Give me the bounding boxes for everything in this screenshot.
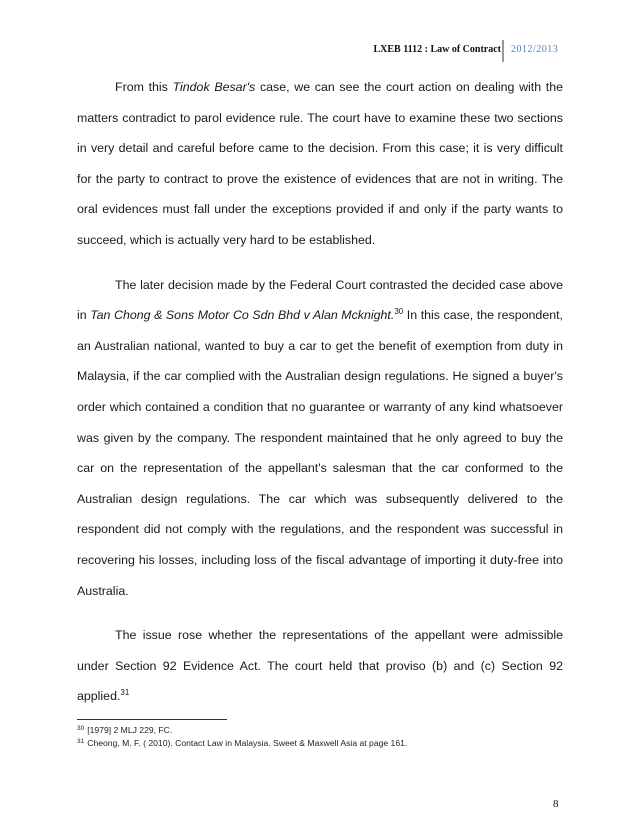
footnote-ref-30[interactable]: 30	[394, 307, 404, 317]
paragraph-1-text-b: case, we can see the court action on dealing with the matters contradict to parol evidence rule. The court have to examine these two sections in very detail and careful before came to the decision. From this case; it is very difficult for the party to contract to prove the existence of evidences that are not in writing. The oral evidences must fall under the exceptions provided if and only if the party wants to succeed, which is actually very hard to be established.	[77, 80, 564, 247]
paragraph-2-text-b: In this case, the respondent, an Australian national, wanted to buy a car to get the benefit of exemption from duty in Malaysia, if the car complied with the Australian design regulations. He signed a buyer's order which contained a condition that no guarantee or warranty of any kind whatsoever was given by the company. The respondent maintained that he only agreed to buy the car on the representation of the appellant's salesman that the car conformed to the Australian design regulations. The car which was subsequently delivered to the respondent did not comply with the regulations, and the respondent was successful in recovering his losses, including loss of the fiscal advantage of importing it duty-free into Australia.	[77, 308, 563, 598]
footnote-31	[77, 737, 563, 750]
footnote-separator	[77, 719, 227, 720]
paragraph-3-text-a: The issue rose whether the representations of the appellant were admissible under Section 92 Evidence Act. The court held that proviso (b) and (c) Section 92 applied.	[77, 628, 563, 704]
footnote-number: 31	[77, 738, 85, 745]
footnote-30	[77, 724, 563, 737]
paragraph-1	[77, 72, 563, 256]
academic-year: 2012/2013	[511, 44, 559, 55]
case-name-tindok-besar: Tindok Besar's	[172, 80, 256, 94]
footnote-text: Cheong, M. F. ( 2010). Contact Law in Malaysia. Sweet & Maxwell Asia at page 161.	[87, 738, 408, 748]
header-divider	[502, 40, 504, 62]
page-header	[0, 40, 638, 62]
paragraph-1-text-a: From this	[115, 80, 173, 94]
page-number: 8	[553, 798, 559, 810]
course-title: LXEB 1112 : Law of Contract	[373, 44, 501, 55]
paragraph-2	[77, 270, 563, 607]
case-name-tan-chong: Tan Chong & Sons Motor Co Sdn Bhd v Alan Mcknight.	[90, 308, 395, 323]
footnote-text: [1979] 2 MLJ 229, FC.	[87, 725, 173, 735]
footnotes	[77, 724, 563, 750]
footnote-number: 30	[77, 725, 85, 732]
paragraph-2-text-a: The later decision made by the Federal Court contrasted the decided case above in	[77, 277, 563, 323]
body-text	[77, 72, 563, 712]
footnote-ref-31[interactable]: 31	[120, 688, 130, 698]
paragraph-3	[77, 620, 563, 712]
